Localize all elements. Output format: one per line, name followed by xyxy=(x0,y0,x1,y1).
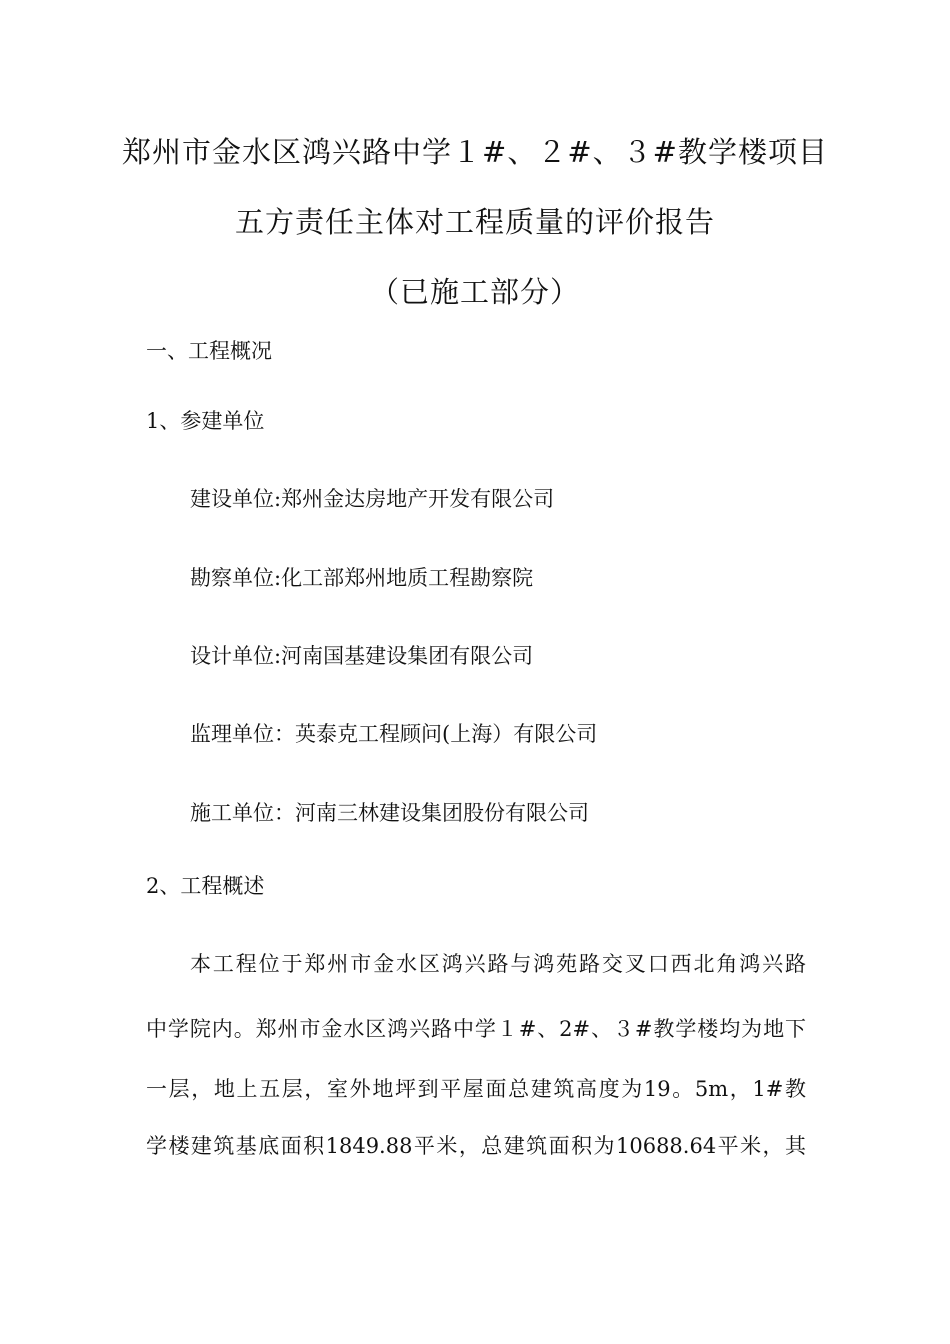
subsection-heading-participants: 1、参建单位 xyxy=(146,409,265,433)
section-heading-overview: 一、工程概况 xyxy=(146,339,272,363)
paragraph-line: 中学院内。郑州市金水区鸿兴路中学１#、2#、３#教学楼均为地下 xyxy=(146,1017,806,1041)
participant-unit-construction: 建设单位:郑州金达房地产开发有限公司 xyxy=(190,487,555,511)
paragraph-line: 本工程位于郑州市金水区鸿兴路与鸿苑路交叉口西北角鸿兴路 xyxy=(190,952,806,976)
participant-unit-survey: 勘察单位:化工部郑州地质工程勘察院 xyxy=(190,566,534,590)
document-title-line-3: （已施工部分） xyxy=(369,275,580,309)
document-title-line-2: 五方责任主体对工程质量的评价报告 xyxy=(234,205,715,239)
participant-unit-contractor: 施工单位：河南三林建设集团股份有限公司 xyxy=(190,801,589,825)
participant-unit-supervision: 监理单位：英泰克工程顾问(上海）有限公司 xyxy=(190,722,598,746)
document-title-line-1: 郑州市金水区鸿兴路中学１#、２#、３#教学楼项目 xyxy=(122,135,828,169)
paragraph-line: 学楼建筑基底面积1849.88平米，总建筑面积为10688.64平米，其 xyxy=(146,1134,806,1158)
paragraph-line: 一层，地上五层，室外地坪到平屋面总建筑高度为19。5m，1#教 xyxy=(146,1077,806,1101)
participant-unit-design: 设计单位:河南国基建设集团有限公司 xyxy=(190,644,534,668)
subsection-heading-description: 2、工程概述 xyxy=(146,874,265,898)
